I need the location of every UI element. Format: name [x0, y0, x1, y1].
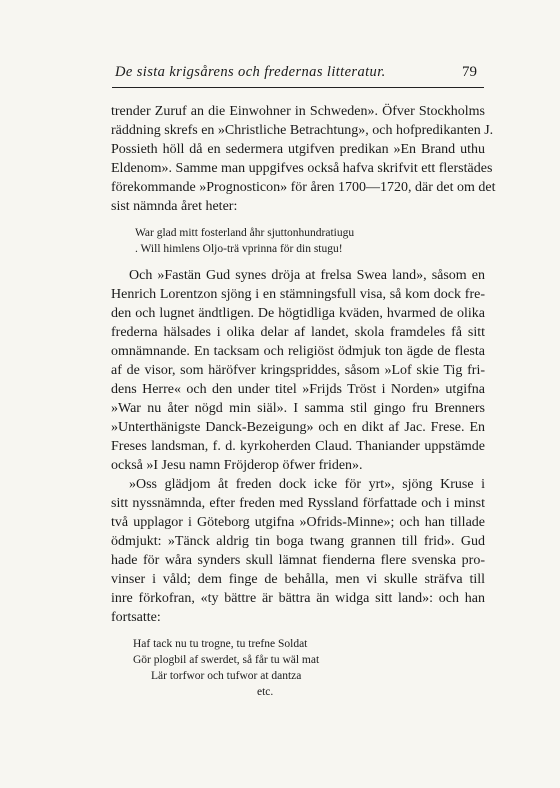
text-line: den och lugnet ändtligen. De högtidliga kväden, hvarmed de olika [111, 306, 485, 321]
text-line: »Unterthänigste Danck-Bezeigung» och en dikt af Jac. Frese. En [111, 420, 485, 435]
text-line: Possieth höll då en sedermera utgifven predikan »En Brand uthu [111, 142, 485, 157]
paragraph-3 [111, 475, 485, 627]
verse-line: . Will himlens Oljo-trä vprinna för din stugu! [135, 243, 343, 255]
paragraph-1 [111, 102, 496, 216]
text-line: också »I Jesu namn Fröjderop öfwer friden». [111, 458, 363, 473]
verse-quote-2 [111, 636, 485, 700]
verse-line: etc. [257, 686, 274, 698]
text-line: frederna hälsades i olika delar af landet, skola framdeles få sitt [111, 325, 485, 340]
text-line: sitt nyssnämnda, efter freden med Ryssland författade och i minst [111, 496, 485, 511]
text-line: dens Herre« och den under titel »Frijds Tröst i Norden» utgifna [111, 382, 485, 397]
verse-line: War glad mitt fosterland åhr sjuttonhundratiugu [135, 227, 355, 239]
text-line: ödmjukt: »Tänck aldrig tin boga twang grannen till frid». Gud [111, 534, 485, 549]
page-number: 79 [462, 64, 477, 80]
header-rule [112, 87, 484, 88]
text-line: inre förkofran, «ty bättre är bättra än widga sitt land»: och han [111, 591, 485, 606]
text-line: Eldenom». Samme man uppgifves också hafva skrifvit ett flerstädes [111, 161, 493, 176]
verse-line: Haf tack nu tu trogne, tu trefne Soldat [133, 638, 308, 650]
text-line: omnämnande. En tacksam och religiöst ödmjuk ton ägde de flesta [111, 344, 485, 359]
text-line: hade för wåra synders skull lämnat fienderna flere svenska pro- [111, 553, 485, 568]
verse-quote-1 [111, 225, 485, 257]
text-line: fortsatte: [111, 610, 161, 625]
page-body [111, 102, 496, 700]
text-line: »War nu åter nögd min siäl». I samma stil gingo fru Brenners [111, 401, 485, 416]
running-title: De sista krigsårens och fredernas litteratur. [115, 64, 386, 80]
text-line: sist nämnda året heter: [111, 199, 238, 214]
text-line: två upplagor i Göteborg utgifna »Ofrids-Minne»; och han tillade [111, 515, 485, 530]
verse-line: Lär torfwor och tufwor at dantza [151, 670, 302, 682]
text-line: vinser i våld; dem finge de behålla, men vi skulle sträfva till [111, 572, 485, 587]
text-line: Henrich Lorentzon sjöng i en stämningsfull visa, så kom dock fre- [111, 287, 485, 302]
text-line: af de visor, som häröfver kringspriddes, såsom »Lof skie Tig fri- [111, 363, 485, 378]
paragraph-2 [111, 266, 485, 475]
text-line: Freses landsman, f. d. kyrkoherden Claud. Thaniander uppstämde [111, 439, 485, 454]
text-line: räddning skrefs en »Christliche Betrachtung», och hofpredikanten J. [111, 123, 494, 138]
text-line: trender Zuruf an die Einwohner in Schweden». Öfver Stockholms [111, 104, 485, 119]
text-line: förekommande »Prognosticon» för åren 1700—1720, där det om det [111, 180, 496, 195]
verse-line: Gör plogbil af swerdet, så får tu wäl mat [133, 654, 320, 666]
text-line: »Oss glädjom åt freden dock icke för yrt», sjöng Kruse i [129, 477, 485, 492]
text-line: Och »Fastän Gud synes dröja at frelsa Swea land», såsom en [129, 268, 485, 283]
page-header [0, 64, 560, 86]
